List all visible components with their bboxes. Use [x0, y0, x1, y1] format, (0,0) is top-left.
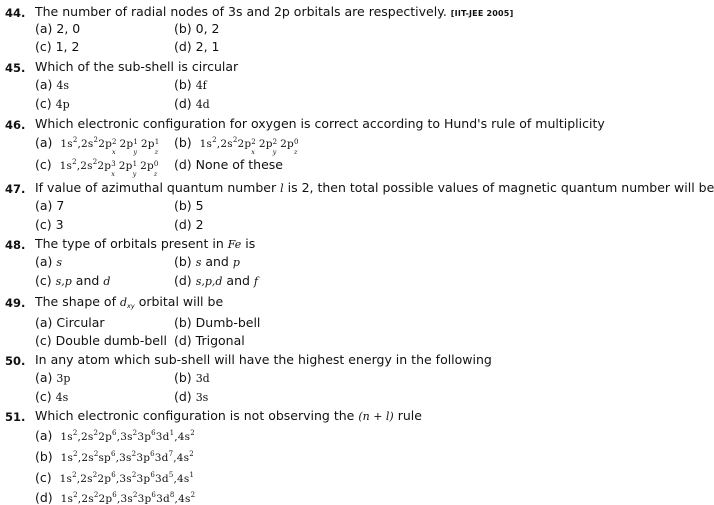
option-d: (d) s,p,d and f: [174, 273, 258, 288]
electron-configuration: $1s^2,2s^2sp^6,3s^23p^63d^7,4s^2$: [60, 450, 194, 464]
question-stem: Which electronic configuration is not observing the (n + l) rule: [35, 408, 422, 423]
option-c: (c) $1s^2,2s^22p$ 3 x 2p 1 y 2p 0 z: [35, 157, 159, 178]
electron-configuration: $1s^2,2s^22p$ 2 x 2p 2 y 2p 0 z: [199, 136, 299, 156]
option-c: (c) 4p: [35, 96, 70, 111]
exam-tag: [IIT-JEE 2005]: [450, 9, 514, 18]
electron-configuration: $1s^2,2s^22p^6,3s^23p^63d^1,4s^2$: [60, 429, 195, 443]
option-d: (d) None of these: [174, 157, 283, 172]
option-a: (a) 2, 0: [35, 21, 81, 36]
option-b: (b) 4f: [174, 77, 207, 92]
option-c: (c) s,p and d: [35, 273, 111, 288]
question-number: 48.: [5, 238, 26, 252]
question-number: 51.: [5, 410, 26, 424]
question-number: 46.: [5, 118, 26, 132]
option-a: (a) 7: [35, 198, 65, 213]
option-c: (c) 4s: [35, 389, 69, 404]
question-number: 45.: [5, 61, 26, 75]
option-d: (d) 3s: [174, 389, 209, 404]
option-a: (a) $1s^2,2s^22p$ 2 x 2p 1 y 2p 1 z: [35, 135, 160, 156]
question-stem: If value of azimuthal quantum number l is 2, then total possible values of magnetic quantum number will be: [35, 180, 714, 195]
option-c: (c) 1, 2: [35, 39, 80, 54]
option-c: (c) 3: [35, 217, 64, 232]
option-a: (a) Circular: [35, 315, 105, 330]
option-a: (a) 3p: [35, 370, 71, 385]
question-number: 50.: [5, 354, 26, 368]
option-b: (b) s and p: [174, 254, 240, 269]
option-d: (d) Trigonal: [174, 333, 245, 348]
option-b: (b) Dumb-bell: [174, 315, 261, 330]
option-a: (a) $1s^2,2s^22p^6,3s^23p^63d^1,4s^2$: [35, 428, 195, 443]
question-number: 44.: [5, 6, 26, 20]
option-a: (a) s: [35, 254, 63, 269]
option-c: (c) Double dumb-bell: [35, 333, 167, 348]
option-d: (d) $1s^2,2s^22p^6,3s^23p^63d^8,4s^2$: [35, 490, 196, 505]
option-b: (b) 0, 2: [174, 21, 220, 36]
question-number: 49.: [5, 296, 26, 310]
question-stem: Which electronic configuration for oxygen is correct according to Hund's rule of multiplicity: [35, 116, 605, 131]
option-d: (d) 2, 1: [174, 39, 220, 54]
option-a: (a) 4s: [35, 77, 70, 92]
option-b: (b) 5: [174, 198, 204, 213]
question-stem: The number of radial nodes of 3s and 2p orbitals are respectively. [IIT-JEE 2005]: [35, 4, 514, 19]
option-b: (b) 3d: [174, 370, 210, 385]
option-b: (b) $1s^2,2s^2sp^6,3s^23p^63d^7,4s^2$: [35, 449, 194, 464]
question-number: 47.: [5, 182, 26, 196]
option-b: (b) $1s^2,2s^22p$ 2 x 2p 2 y 2p 0 z: [174, 135, 299, 156]
electron-configuration: $1s^2,2s^22p^6,3s^23p^63d^8,4s^2$: [60, 491, 196, 505]
electron-configuration: $1s^2,2s^22p$ 2 x 2p 1 y 2p 1 z: [60, 136, 160, 156]
electron-configuration: $1s^2,2s^22p^6,3s^23p^63d^5,4s^1$: [59, 471, 195, 485]
option-d: (d) 2: [174, 217, 204, 232]
option-d: (d) 4d: [174, 96, 210, 111]
electron-configuration: $1s^2,2s^22p$ 3 x 2p 1 y 2p 0 z: [59, 158, 159, 178]
question-stem: The type of orbitals present in Fe is: [35, 236, 256, 251]
option-c: (c) $1s^2,2s^22p^6,3s^23p^63d^5,4s^1$: [35, 470, 195, 485]
question-stem: Which of the sub-shell is circular: [35, 59, 239, 74]
question-stem: In any atom which sub-shell will have the highest energy in the following: [35, 352, 492, 367]
question-stem: The shape of $d_{xy}$ orbital will be: [35, 294, 224, 310]
